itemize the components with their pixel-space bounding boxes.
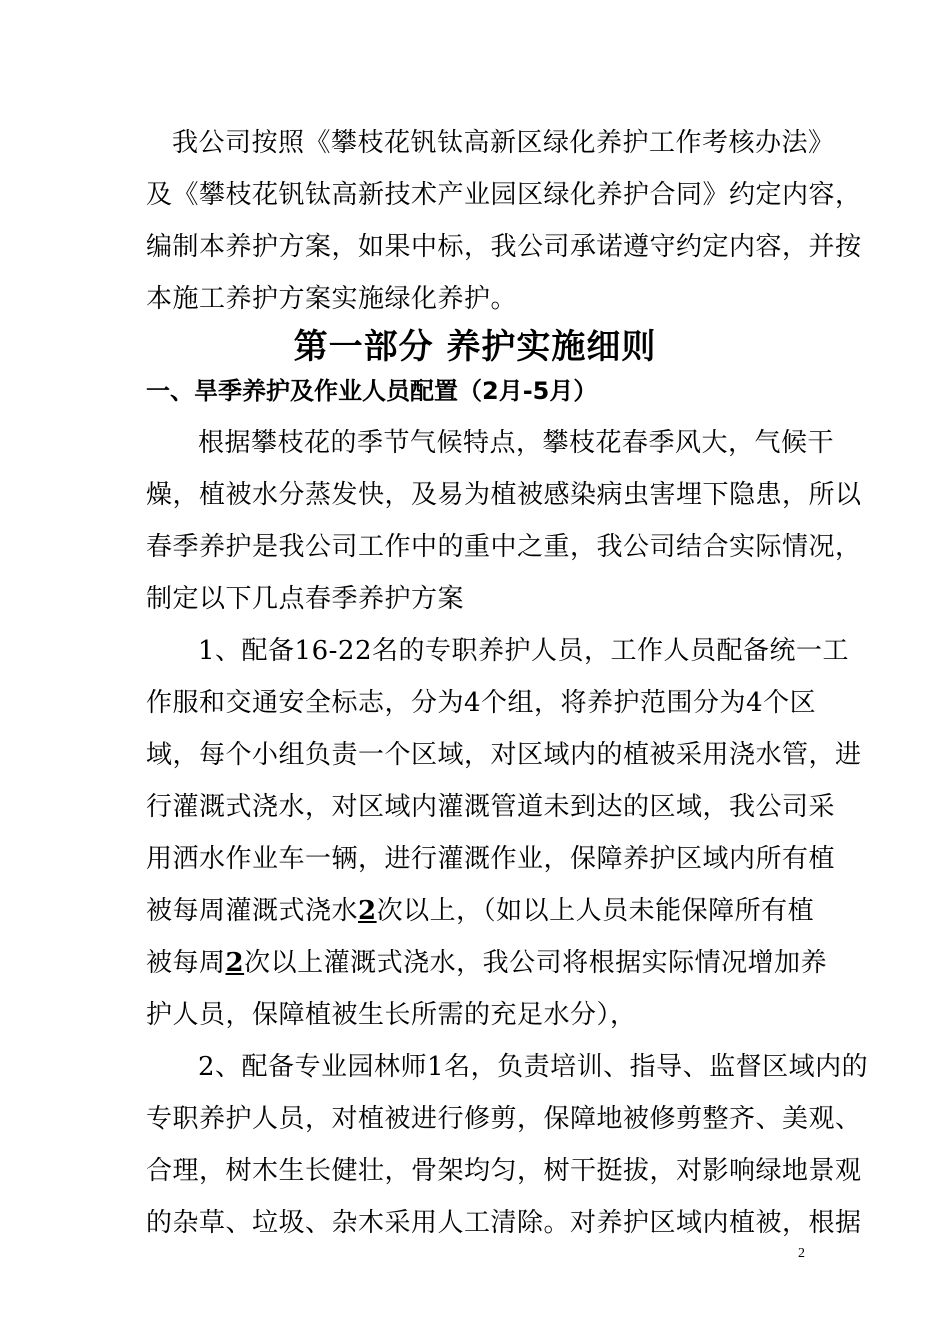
item1-line-7-post: 次以上灌溉式浇水，我公司将根据实际情况增加养 <box>244 948 828 978</box>
item1-line-8: 护人员，保障植被生长所需的充足水分）， <box>146 1000 637 1030</box>
part-title: 第一部分 养护实施细则 <box>293 327 657 367</box>
intro-line-3: 编制本养护方案，如果中标，我公司承诺遵守约定内容，并按 <box>146 232 862 262</box>
item1-line-5: 用洒水作业车一辆，进行灌溉作业，保障养护区域内所有植 <box>146 844 836 874</box>
intro-line-4: 本施工养护方案实施绿化养护。 <box>146 284 518 314</box>
section1-line-4: 制定以下几点春季养护方案 <box>146 584 465 614</box>
item1-line-7-pre: 被每周 <box>146 948 226 978</box>
item1-line-6 <box>146 896 814 926</box>
item1-line-7 <box>146 948 827 978</box>
item1-line-4: 行灌溉式浇水，对区域内灌溉管道未到达的区域，我公司采 <box>146 792 836 822</box>
item1-line-2: 作服和交通安全标志，分为4个组，将养护范围分为4个区 <box>146 688 817 718</box>
watering-count-underlined: 2 <box>225 948 245 978</box>
item2-line-3: 合理，树木生长健壮，骨架均匀，树干挺拔，对影响绿地景观 <box>146 1156 862 1186</box>
intro-line-1: 我公司按照《攀枝花钒钛高新区绿化养护工作考核办法》 <box>172 128 835 158</box>
section1-line-3: 春季养护是我公司工作中的重中之重，我公司结合实际情况， <box>146 532 862 562</box>
item1-line-1: 1、配备16-22名的专职养护人员，工作人员配备统一工 <box>198 636 849 666</box>
item2-line-4: 的杂草、垃圾、杂木采用人工清除。对养护区域内植被，根据 <box>146 1208 862 1238</box>
watering-count-underlined: 2 <box>358 896 377 926</box>
section1-line-1: 根据攀枝花的季节气候特点，攀枝花春季风大，气候干 <box>198 428 835 458</box>
item1-line-6-pre: 被每周灌溉式浇水 <box>146 896 359 926</box>
item1-line-3: 域，每个小组负责一个区域，对区域内的植被采用浇水管，进 <box>146 740 862 770</box>
page-number: 2 <box>798 1246 805 1261</box>
item2-line-2: 专职养护人员，对植被进行修剪，保障地被修剪整齐、美观、 <box>146 1104 862 1134</box>
item1-line-6-post: 次以上，（如以上人员未能保障所有植 <box>376 896 815 926</box>
section1-line-2: 燥，植被水分蒸发快，及易为植被感染病虫害埋下隐患，所以 <box>146 480 862 510</box>
intro-line-2: 及《攀枝花钒钛高新技术产业园区绿化养护合同》约定内容， <box>146 180 862 210</box>
item2-line-1: 2、配备专业园林师1名，负责培训、指导、监督区域内的 <box>198 1052 869 1082</box>
section-heading: 一、旱季养护及作业人员配置（2月-5月） <box>146 377 598 405</box>
